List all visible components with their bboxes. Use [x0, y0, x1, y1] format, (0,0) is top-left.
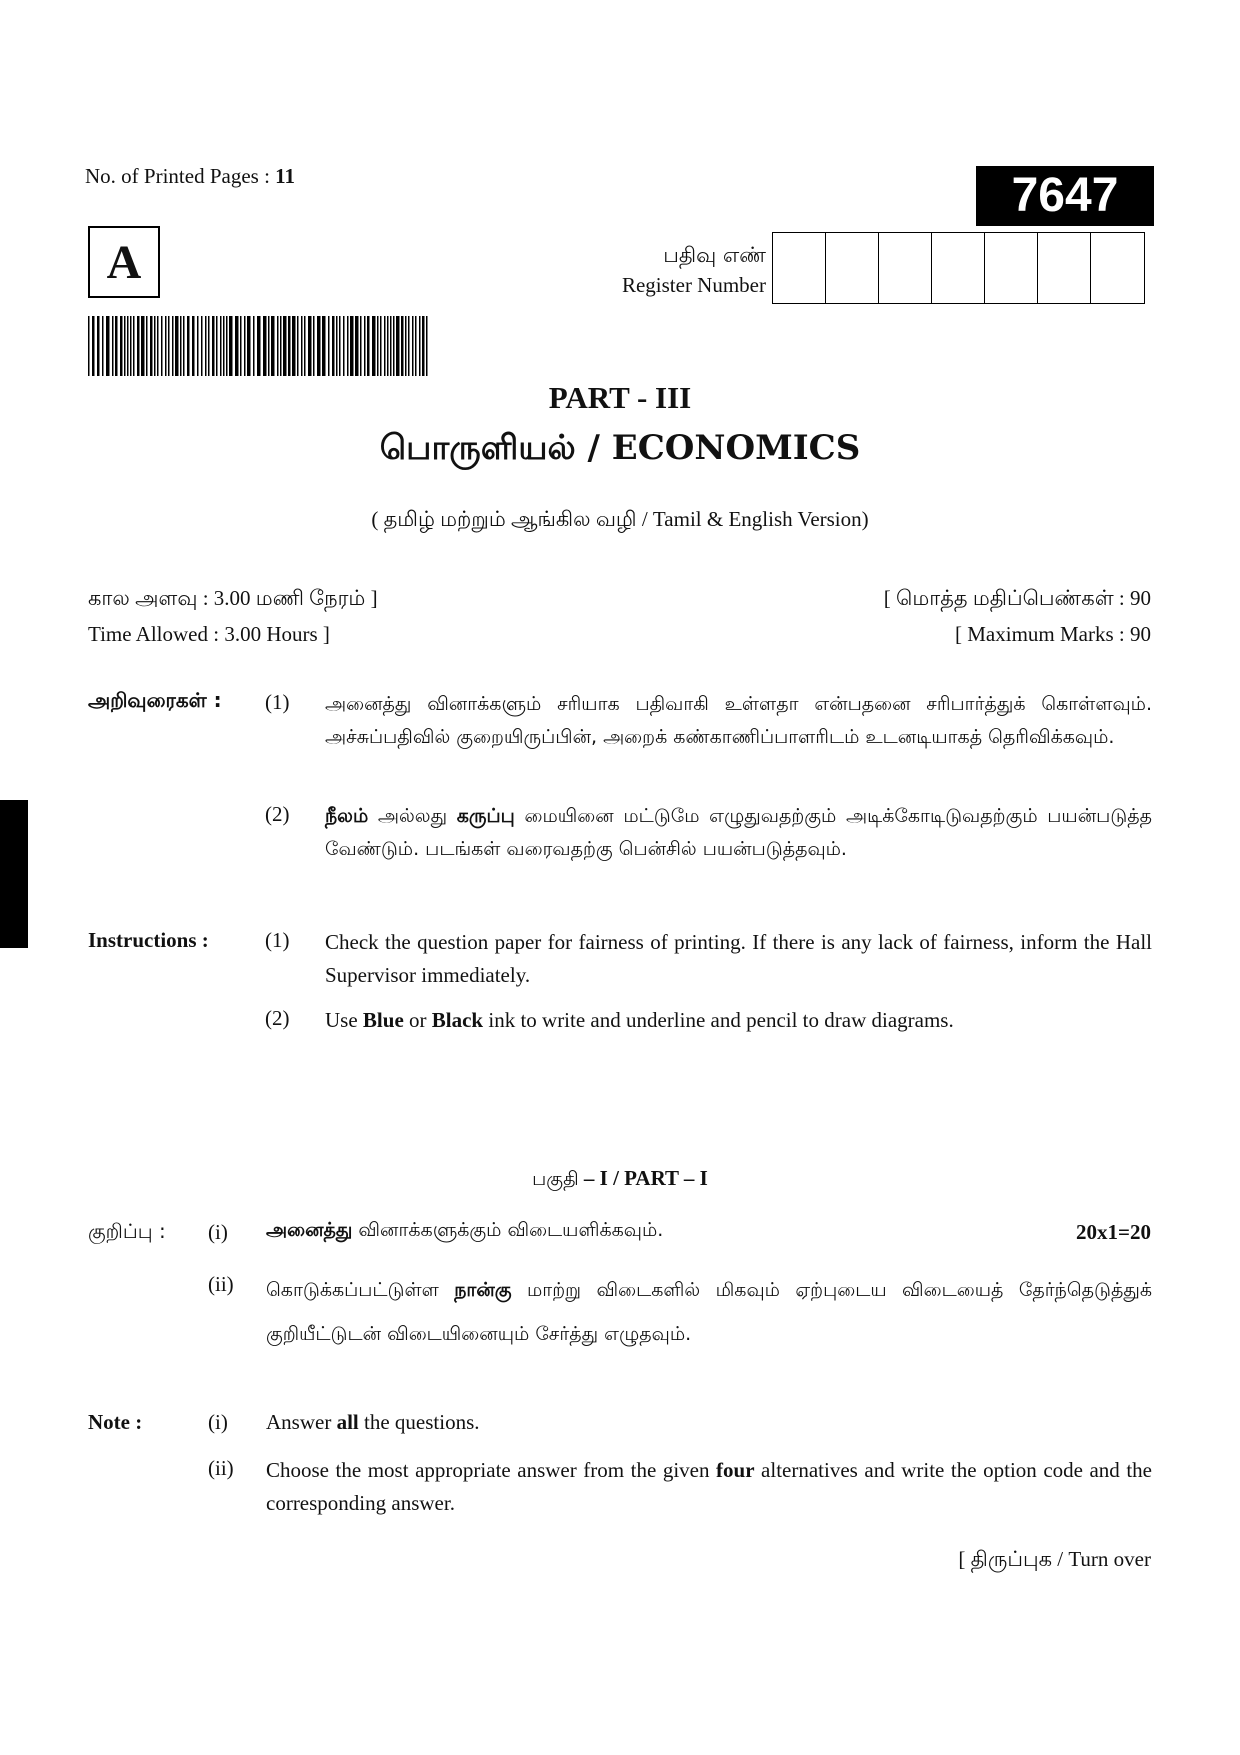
barcode-bar [175, 316, 179, 376]
printed-pages [85, 164, 295, 189]
answer-text: Answer [266, 1410, 337, 1434]
barcode-bar [197, 316, 199, 376]
use-text: Use [325, 1008, 363, 1032]
barcode-bar [247, 316, 251, 376]
barcode-bar [240, 316, 242, 376]
barcode-bar [322, 316, 326, 376]
part-title: PART - III [548, 380, 692, 415]
printed-pages-label: No. of Printed Pages : [85, 164, 276, 188]
black-ta: கருப்பு [456, 805, 515, 827]
version-line: ( தமிழ் மற்றும் ஆங்கில வழி / Tamil & English Version) [371, 507, 869, 531]
barcode-bar [288, 316, 291, 376]
instr-ta-num-2: (2) [265, 802, 290, 826]
barcode-bar [124, 316, 126, 376]
barcode-bar [372, 316, 376, 376]
register-label-ta: பதிவு எண் [663, 243, 766, 267]
or-ta: அல்லது [368, 805, 457, 827]
barcode-bar [408, 316, 410, 376]
note-ta-text-1-rest: வினாக்களுக்கும் விடையளிக்கவும். [352, 1219, 664, 1241]
barcode-bar [308, 316, 312, 376]
note-en-text-1 [266, 1410, 480, 1435]
barcode-bar [263, 316, 267, 376]
instructions-en-label: Instructions : [88, 928, 209, 952]
register-digit-cell[interactable] [1091, 233, 1144, 303]
note-en-text-2-pre: Choose the most appropriate answer from the given [266, 1458, 717, 1482]
time-en: Time Allowed : 3.00 Hours ] [88, 622, 330, 646]
barcode-bar [212, 316, 215, 376]
barcode-bar [301, 316, 303, 376]
instr-ta-text-2 [325, 800, 1152, 866]
instr-ta-num-1: (1) [265, 690, 290, 714]
barcode-bar [380, 316, 382, 376]
instr-en-num-1: (1) [265, 928, 290, 952]
barcode-bar [201, 316, 203, 376]
barcode-bar [283, 316, 287, 376]
instr-en-text-2 [325, 1004, 1152, 1037]
barcode-bar [157, 316, 159, 376]
barcode-bar [364, 316, 366, 376]
barcode-bar [412, 316, 414, 376]
barcode-bar [393, 316, 395, 376]
margin-marker [0, 800, 28, 948]
barcode-bar [396, 316, 400, 376]
four-ta: நான்கு [454, 1279, 512, 1301]
barcode-bar [405, 316, 407, 376]
barcode-bar [297, 316, 299, 376]
black-en: Black [431, 1008, 484, 1032]
note-ta-label: குறிப்பு : [88, 1219, 166, 1243]
subject-title: பொருளியல் / ECONOMICS [379, 428, 861, 468]
barcode-bar [277, 316, 279, 376]
note-ta-num-1: (i) [208, 1220, 228, 1244]
barcode-bar [180, 316, 182, 376]
barcode-bar [165, 316, 167, 376]
part-1-heading-en: – I / PART – I [578, 1166, 708, 1190]
barcode-bar [216, 316, 218, 376]
barcode-bar [133, 316, 135, 376]
note-ta-text-2 [266, 1268, 1152, 1356]
barcode-bar [292, 316, 296, 376]
barcode-bar [115, 316, 118, 376]
blue-en: Blue [362, 1008, 404, 1032]
barcode-bar [390, 316, 392, 376]
barcode-bar [187, 316, 190, 376]
barcode-bar [102, 316, 104, 376]
barcode-bar [112, 316, 114, 376]
barcode-bar [130, 316, 132, 376]
part-1-marks: 20x1=20 [1076, 1220, 1151, 1244]
register-number-grid[interactable] [772, 232, 1145, 304]
barcode-bar [88, 316, 90, 376]
note-en-num-1: (i) [208, 1410, 228, 1434]
barcode-bar [229, 316, 233, 376]
barcode-bar [332, 316, 335, 376]
register-digit-cell[interactable] [1038, 233, 1091, 303]
printed-pages-value: 11 [275, 164, 295, 188]
barcode-bar [313, 316, 315, 376]
barcode-bar [328, 316, 330, 376]
register-digit-cell[interactable] [932, 233, 985, 303]
note-ta-text-2-pre: கொடுக்கப்பட்டுள்ள [266, 1279, 455, 1301]
barcode-bar [226, 316, 228, 376]
barcode-bar [223, 316, 225, 376]
barcode-bar [154, 316, 156, 376]
marks-en: [ Maximum Marks : 90 [955, 622, 1151, 646]
series-box: A [88, 226, 160, 298]
barcode-bar [343, 316, 345, 376]
barcode-bar [127, 316, 129, 376]
register-label [540, 240, 766, 300]
instr-en-num-2: (2) [265, 1006, 290, 1030]
part-1-heading [0, 1166, 1240, 1193]
note-en-text-2-rest: alternatives and write the option code and the corresponding answer. [266, 1458, 1153, 1515]
barcode-bar [168, 316, 170, 376]
barcode-bar [137, 316, 140, 376]
all-en: all [336, 1410, 359, 1434]
barcode-bar [347, 316, 349, 376]
instr-en-text-1: Check the question paper for fairness of printing. If there is any lack of fairness, inform the Hall Supervisor immediately. [325, 930, 1152, 987]
register-digit-cell[interactable] [773, 233, 826, 303]
barcode-bar [150, 316, 153, 376]
register-digit-cell[interactable] [985, 233, 1038, 303]
barcode [88, 316, 430, 376]
barcode-bar [401, 316, 404, 376]
barcode-bar [271, 316, 275, 376]
barcode-bar [367, 316, 370, 376]
maximum-marks [884, 580, 1151, 652]
barcode-bar [268, 316, 270, 376]
note-ta-num-2: (ii) [208, 1272, 234, 1296]
note-ta-text-1 [266, 1219, 663, 1244]
barcode-bar [141, 316, 145, 376]
four-en: four [716, 1458, 755, 1482]
barcode-bar [253, 316, 255, 376]
paper-code: 7647 [976, 166, 1154, 226]
barcode-bar [161, 316, 163, 376]
marks-ta: [ மொத்த மதிப்பெண்கள் : 90 [883, 586, 1151, 610]
barcode-bar [415, 316, 417, 376]
barcode-bar [120, 316, 123, 376]
barcode-bar [350, 316, 354, 376]
barcode-bar [426, 316, 428, 376]
time-ta: கால அளவு : 3.00 மணி நேரம் ] [88, 586, 378, 610]
barcode-bar [97, 316, 100, 376]
barcode-bar [257, 316, 261, 376]
barcode-bar [220, 316, 222, 376]
register-digit-cell[interactable] [879, 233, 932, 303]
barcode-bar [377, 316, 379, 376]
note-en-text-2 [266, 1454, 1152, 1520]
barcode-bar [183, 316, 185, 376]
barcode-bar [208, 316, 210, 376]
barcode-bar [92, 316, 95, 376]
register-label-en: Register Number [621, 273, 766, 297]
barcode-bar [192, 316, 195, 376]
barcode-bar [172, 316, 174, 376]
note-ta-text-2-rest: மாற்று விடைகளில் மிகவும் ஏற்புடைய விடையைத் தேர்ந்தெடுத்துக் குறியீட்டுடன் விடையினையும் சேர்த்து எழுதவும். [266, 1279, 1152, 1345]
barcode-bar [304, 316, 306, 376]
barcode-bar [419, 316, 421, 376]
all-ta: அனைத்து [266, 1219, 353, 1241]
barcode-bar [336, 316, 338, 376]
instr-ta-text-2-rest: மையினை மட்டுமே எழுதுவதற்கும் அடிக்கோடிடுவதற்கும் பயன்படுத்த வேண்டும். படங்கள் வரைவதற்கு பென்சில் பயன்படுத்தவும். [325, 805, 1152, 860]
or-en: or [403, 1008, 432, 1032]
instructions-ta-label: அறிவுரைகள் : [88, 688, 222, 712]
part-1-heading-ta: பகுதி [532, 1168, 579, 1190]
barcode-bar [317, 316, 321, 376]
time-allowed [88, 580, 378, 652]
barcode-bar [422, 316, 425, 376]
barcode-bar [106, 316, 110, 376]
barcode-bar [384, 316, 386, 376]
blue-ta: நீலம் [325, 805, 369, 827]
barcode-bar [339, 316, 341, 376]
barcode-bar [355, 316, 359, 376]
barcode-bar [235, 316, 239, 376]
turn-over: [ திருப்புக / Turn over [958, 1547, 1151, 1571]
instr-en-text-2-rest: ink to write and underline and pencil to draw diagrams. [483, 1008, 954, 1032]
barcode-bar [244, 316, 246, 376]
note-en-text-1-rest: the questions. [358, 1410, 480, 1434]
barcode-bar [280, 316, 282, 376]
instr-ta-text-1: அனைத்து வினாக்களும் சரியாக பதிவாகி உள்ளதா என்பதனை சரிபார்த்துக் கொள்ளவும். அச்சுப்பதிவில் குறையிருப்பின், அறைக் கண்காணிப்பாளரிடம் உடனடியாகத் தெரிவிக்கவும். [325, 693, 1152, 748]
register-digit-cell[interactable] [826, 233, 879, 303]
barcode-bar [146, 316, 148, 376]
barcode-bar [360, 316, 362, 376]
barcode-bar [205, 316, 207, 376]
note-en-num-2: (ii) [208, 1456, 234, 1480]
barcode-bar [387, 316, 389, 376]
note-en-label: Note : [88, 1410, 143, 1434]
